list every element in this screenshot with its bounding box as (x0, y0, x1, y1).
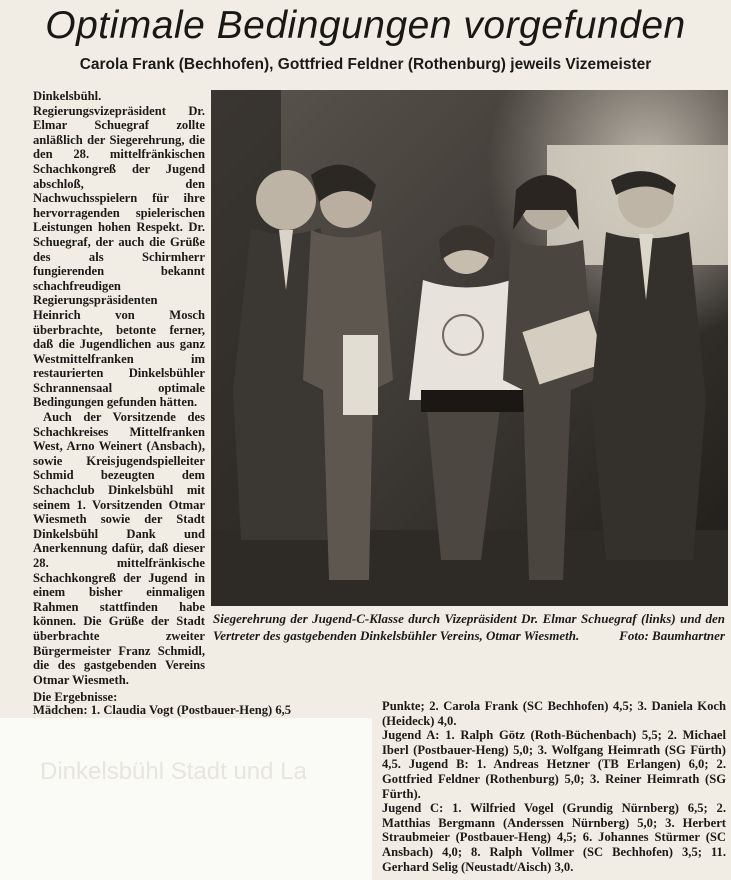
results-jugend-c-label: Jugend C: (382, 801, 444, 816)
body-paragraph: Auch der Vorsitzende des Schachkreises Mittelfranken West, Arno Weinert (Ansbach), sowie Kreisjugendspielleiter Schmid bezeugten dem Schachclub Dinkelsbühl mit seinem 1. Vorsitzenden Otmar Wiesmeth sowie der Stadt Dinkelsbühl Dank und Anerkennung dafür, daß dieser 28. mittelfränkische Schachkongreß der Jugend in einem bisher einmaligen Rahmen stattfinden habe können. Die Grüße der Stadt überbrachte zweiter Bürgermeister Franz Schmidl, die des gastgebenden Vereins Otmar Wiesmeth. (33, 410, 205, 687)
subheadline: Carola Frank (Bechhofen), Gottfried Feldner (Rothenburg) jeweils Vizemeister (79, 56, 652, 73)
results-jugend-c (382, 801, 726, 874)
results-jugend-a (382, 728, 726, 801)
photo-illustration (211, 90, 728, 606)
photo-caption (213, 611, 725, 644)
results-maedchen-start: 1. Claudia Vogt (Postbauer-Heng) 6,5 (90, 703, 292, 717)
photo-credit: Foto: Baumhartner (619, 627, 725, 643)
results-maedchen-label: Mädchen: (33, 703, 88, 717)
blank-paper-patch (0, 718, 372, 880)
results-jugend-a-text: 1. Ralph Götz (Roth-Büchenbach) 5,5; 2. Michael Iberl (Postbauer-Heng) 5,0; 3. Wolfgang Heimrath (SG Fürth) 4,5. (382, 728, 727, 772)
article-body-column (33, 89, 205, 687)
results-column (382, 699, 726, 874)
caption-text: Siegerehrung der Jugend-C-Klasse durch Vizepräsident Dr. Elmar Schuegraf (links) und den Vertreter des gastgebenden Dinkelsbühler Vereins, Otmar Wiesmeth. (213, 611, 725, 643)
results-jugend-a-label: Jugend A: (382, 728, 440, 743)
results-maedchen-cont: Punkte; 2. Carola Frank (SC Bechhofen) 4,5; 3. Daniela Koch (Heideck) 4,0. (382, 699, 726, 728)
results-heading: Die Ergebnisse: (33, 690, 118, 704)
results-jugend-c-text: 1. Wilfried Vogel (Grundig Nürnberg) 6,5; 2. Matthias Bergmann (Anderssen Nürnberg) 5,0; 3. Herbert Straubmeier (Postbauer-Heng) 4,5; 6. Johannes Stürmer (SC Ansbach) 4,0; 8. Ralph Vollmer (SC Bechhofen) 3,5; 11. Gerhard Selig (Neustadt/Aisch) 3,0. (382, 801, 726, 874)
results-jugend-b-label: Jugend B: (408, 757, 469, 772)
headline: Optimale Bedingungen vorgefunden (45, 4, 686, 47)
results-maedchen-line (33, 703, 363, 718)
show-through-text: Dinkelsbühl Stadt und La (40, 758, 307, 785)
award-ceremony-photo (211, 90, 728, 606)
body-paragraph: Dinkelsbühl. Regierungsvizepräsident Dr. Elmar Schuegraf zollte anläßlich der Siegerehrung, die den 28. mittelfränkischen Schachkongreß der Jugend abschloß, den Nachwuchsspielern für ihre hervorragenden spielerischen Leistungen hohen Respekt. Dr. Schuegraf, der auch die Grüße des als Schirmherr fungierenden bekannt schachfreudigen Regierungspräsidenten Heinrich von Mosch überbrachte, betonte ferner, daß die Jugendlichen aus ganz Westmittelfranken im restaurierten Dinkelsbühler Schrannensaal optimale Bedingungen gefunden hätten. (33, 89, 205, 410)
results-jugend-b-text: 1. Andreas Hetzner (TB Erlangen) 6,0; 2. Gottfried Feldner (Rothenburg) 5,0; 3. Reiner Heimrath (SG Fürth). (382, 757, 726, 801)
